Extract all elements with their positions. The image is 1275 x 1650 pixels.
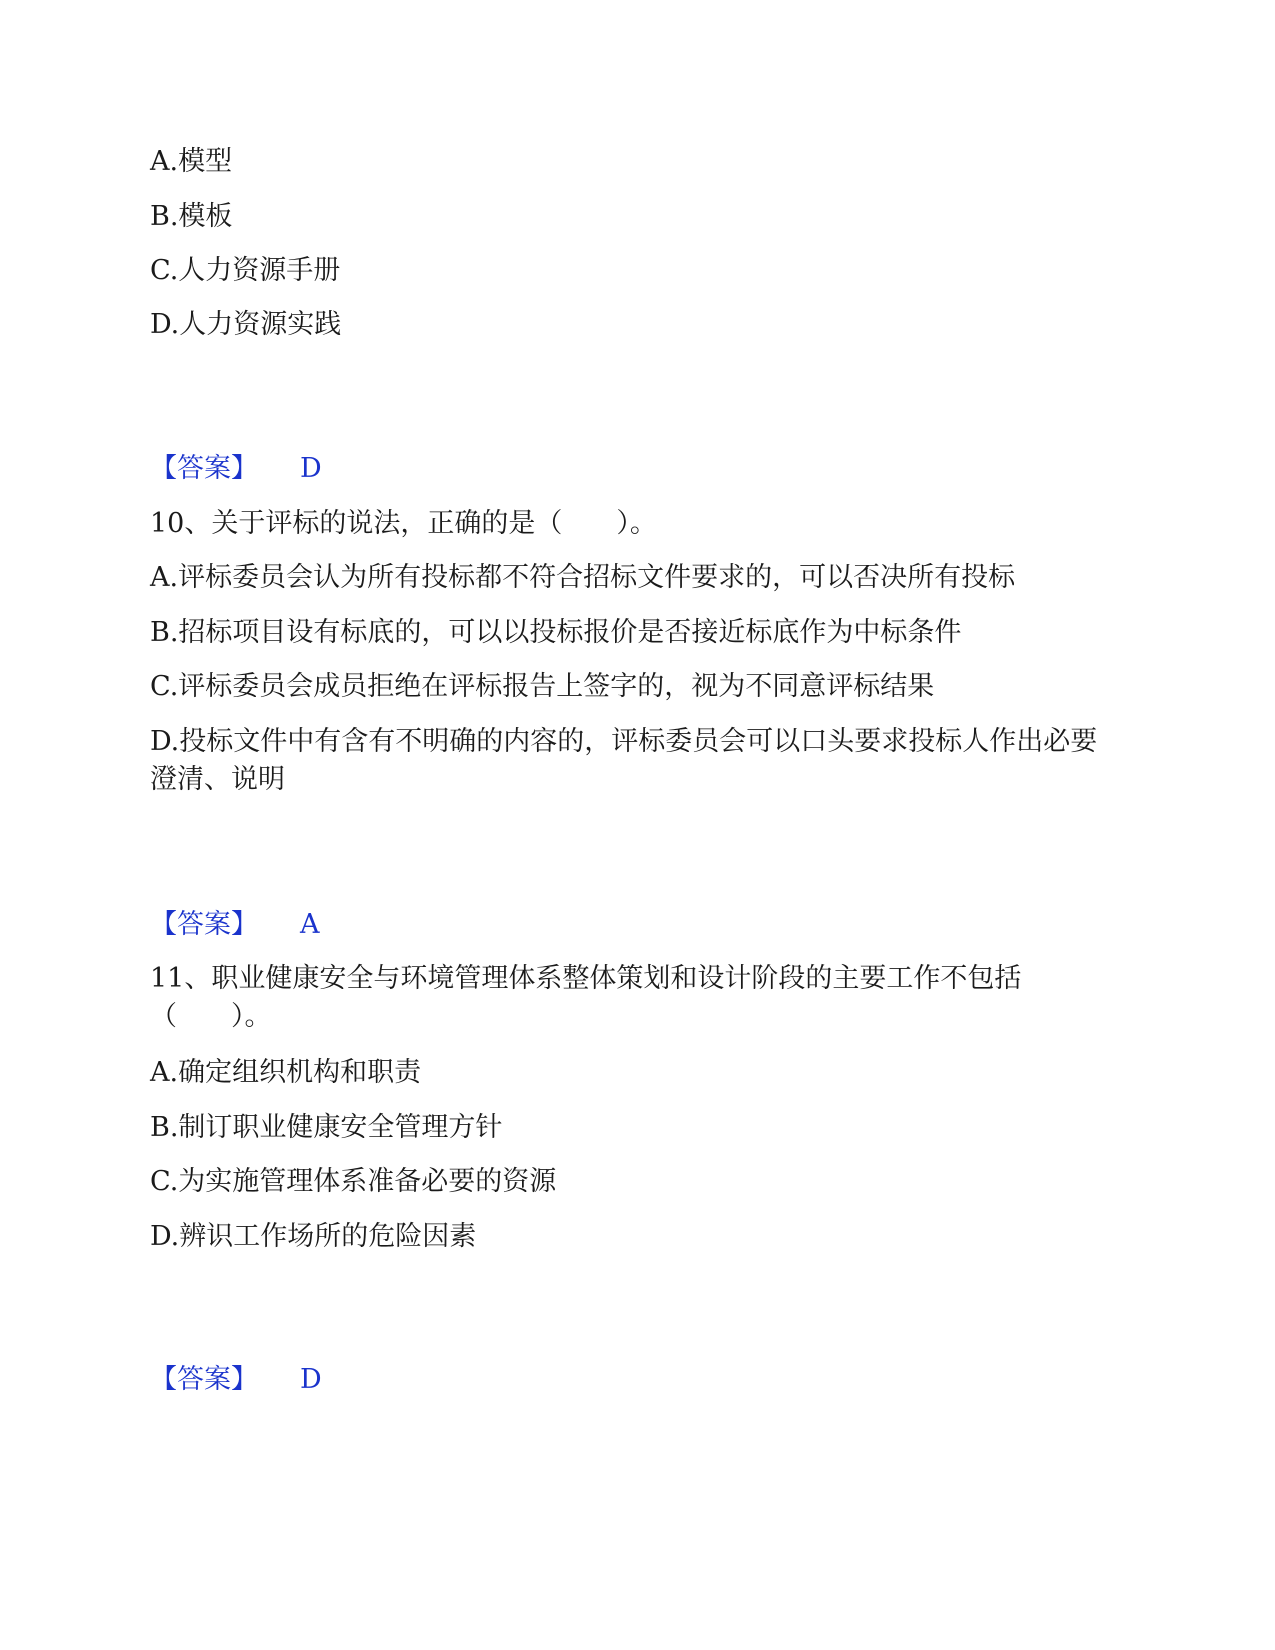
q11-answer — [150, 1361, 322, 1399]
q10-option-b: B.招标项目设有标底的，可以以投标报价是否接近标底作为中标条件 — [150, 617, 962, 648]
answer-label: 【答案】 — [150, 1364, 258, 1395]
answer-label: 【答案】 — [150, 909, 258, 940]
q9-option-c: C.人力资源手册 — [150, 255, 341, 286]
answer-value: D — [300, 453, 322, 484]
q9-option-b: B.模板 — [150, 201, 233, 232]
answer-value: A — [300, 909, 320, 940]
q11-option-d: D.辨识工作场所的危险因素 — [150, 1221, 477, 1252]
q10-stem: 10、关于评标的说法，正确的是（ ）。 — [150, 508, 657, 539]
answer-label: 【答案】 — [150, 453, 258, 484]
q11-option-c: C.为实施管理体系准备必要的资源 — [150, 1166, 557, 1197]
q9-answer — [150, 450, 322, 488]
q9-option-a: A.模型 — [150, 146, 233, 177]
q10-option-c: C.评标委员会成员拒绝在评标报告上签字的，视为不同意评标结果 — [150, 671, 935, 702]
q11-option-b: B.制订职业健康安全管理方针 — [150, 1112, 503, 1143]
answer-value: D — [300, 1364, 322, 1395]
q11-stem: 11、职业健康安全与环境管理体系整体策划和设计阶段的主要工作不包括（ ）。 — [150, 963, 1022, 1032]
q11-option-a: A.确定组织机构和职责 — [150, 1057, 422, 1088]
q10-option-d: D.投标文件中有含有不明确的内容的，评标委员会可以口头要求投标人作出必要澄清、说明 — [150, 726, 1098, 795]
q9-option-d: D.人力资源实践 — [150, 309, 342, 340]
q10-answer — [150, 906, 320, 944]
q10-option-a: A.评标委员会认为所有投标都不符合招标文件要求的，可以否决所有投标 — [150, 562, 1016, 593]
